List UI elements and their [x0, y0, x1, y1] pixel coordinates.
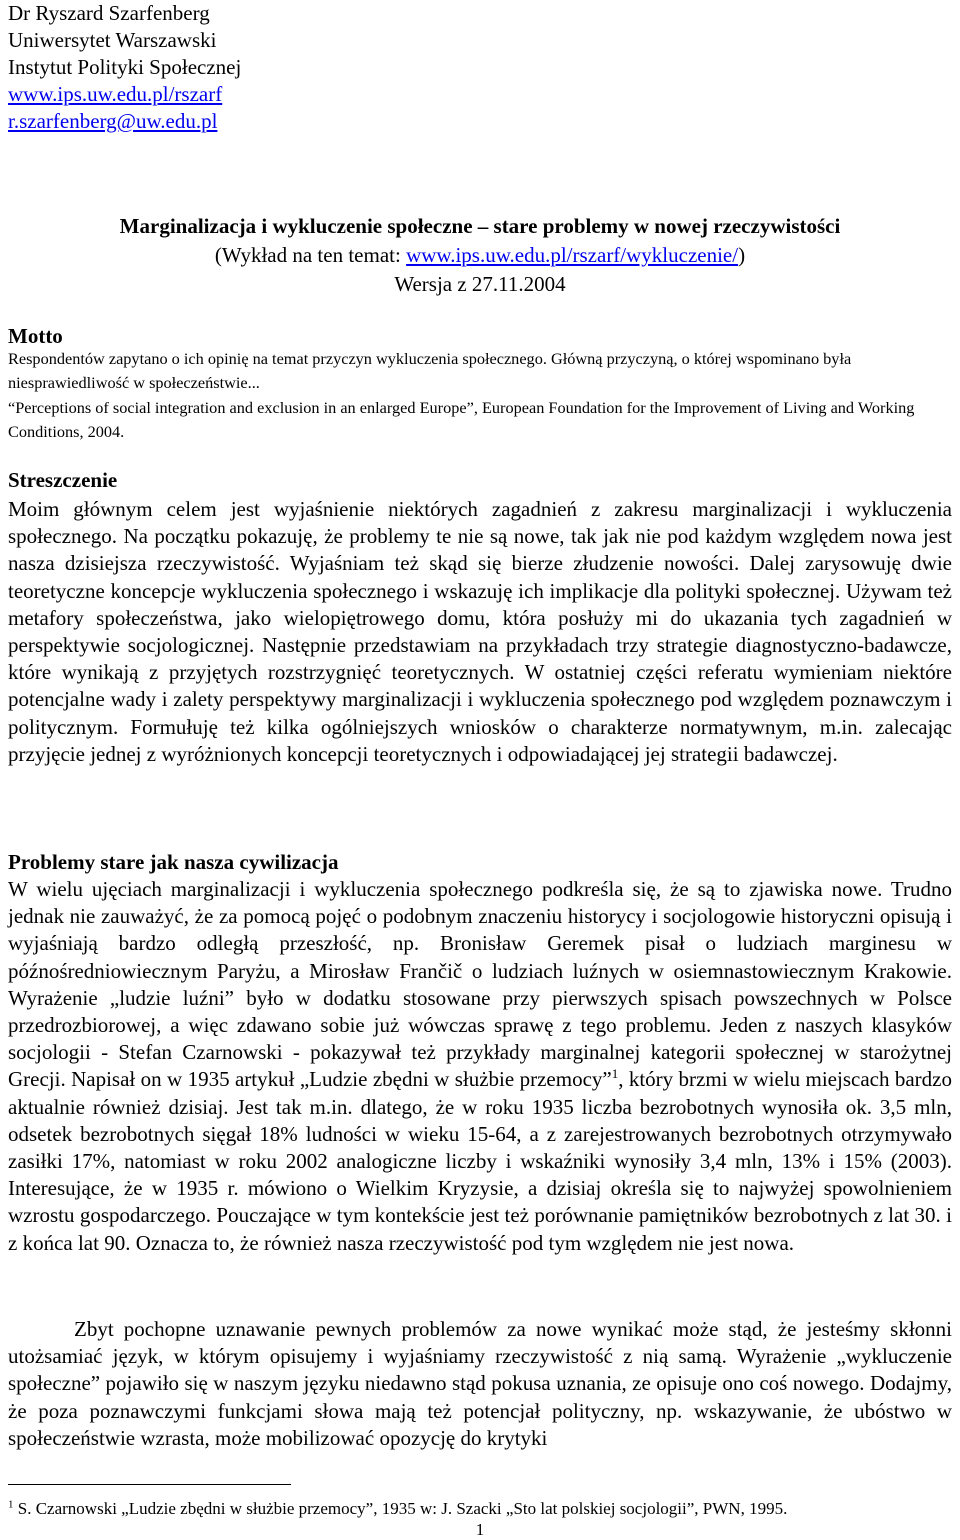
lecture-note-suffix: ) — [738, 243, 746, 267]
paragraph-1-text: W wielu ujęciach marginalizacji i wykluczenia społecznego podkreśla się, że są to zjawiska nowe. Trudno jednak nie zauważyć, że za pomocą pojęć o podobnym znaczeniu historycy i socjologowie historyczni opisują i wyjaśniają bardzo odległą przeszłość, np. Bronisław Geremek pisał o ludziach marginesu w późnośredniowiecznym Paryżu, a Mirosław Frančič o ludziach luźnych w osiemnastowiecznym Krakowie. Wyrażenie „ludzie luźni” było w dodatku stosowane przy pierwszych spisach powszechnych w Polsce przedrozbiorowej, a więc zdawano sobie już wówczas sprawę z tego problemu. Jeden z naszych klasyków socjologii - Stefan Czarnowski - pokazywał też przykłady marginalnej kategorii społecznej w starożytnej Grecji. Napisał on w 1935 artykuł „Ludzie zbędni w służbie przemocy” — [8, 877, 952, 1092]
website-link[interactable]: www.ips.uw.edu.pl/rszarf — [8, 82, 223, 106]
lecture-link[interactable]: www.ips.uw.edu.pl/rszarf/wykluczenie/ — [406, 243, 739, 267]
abstract-heading: Streszczenie — [8, 468, 118, 492]
section-paragraph-2: Zbyt pochopne uznawanie pewnych problemów za nowe wynikać może stąd, że jesteśmy skłonni utożsamiać język, w którym opisujemy i wyjaśniamy rzeczywistość z nią samą. Wyrażenie „wykluczenie społeczne” pojawiło się w naszym języku niedawno stąd pokusa uznania, ze opisuje ono coś nowego. Dodajmy, że poza poznawczymi funkcjami słowa mają też potencjał polityczny, np. wskazywanie, że ubóstwo w społeczeństwie wzrasta, może mobilizować opozycję do krytyki — [8, 1317, 952, 1450]
lecture-note-prefix: (Wykład na ten temat: — [214, 243, 407, 267]
motto-text: Respondentów zapytano o ich opinię na temat przyczyn wykluczenia społecznego. Główną przyczyną, o której wspominano była niesprawiedliwość w społeczeństwie... — [8, 349, 852, 392]
version-date: Wersja z 27.11.2004 — [394, 272, 566, 296]
institute-name: Instytut Polityki Społecznej — [8, 55, 242, 79]
motto-heading: Motto — [8, 324, 63, 348]
footnote — [8, 1498, 952, 1520]
abstract-text: Moim głównym celem jest wyjaśnienie niektórych zagadnień z zakresu marginalizacji i wykluczenia społecznego. Na początku pokazuję, że problemy te nie są nowe, tak jak nie pod każdym względem nowa jest nasza dzisiejsza rzeczywistość. Wyjaśniam też skąd się bierze złudzenie nowości. Dalej zarysowuję dwie teoretyczne koncepcje wykluczenia społecznego i wskazuję ich implikacje dla polityki społecznej. Używam też metafory społeczeństwa, jako wielopiętrowego domu, która posłuży mi do ukazania tych zagadnień w perspektywie socjologicznej. Następnie przedstawiam na przykładach trzy strategie diagnostyczno-badawcze, które wynikają z przyjętych rozstrzygnięć teoretycznych. W ostatniej części referatu wymieniam niektóre potencjalne wady i zalety perspektywy marginalizacji i wykluczenia społecznego pod względem poznawczym i politycznym. Formułuję też kilka ogólniejszych wniosków o charakterze normatywnym, m.in. zalecając przyjęcie jednej z wyróżnionych koncepcji teoretycznych i odpowiadającej jej strategii badawczej. — [8, 497, 952, 766]
paragraph-1-continued: , który brzmi w wielu miejscach bardzo aktualnie również dzisiaj. Jest tak m.in. dlatego, że w roku 1935 liczba bezrobotnych wynosiła ok. 3,5 mln, odsetek bezrobotnych sięgał 18% ludności w wieku 15-64, a z zarejestrowanych bezrobotnych otrzymywało zasiłki 17%, natomiast w roku 2002 analogiczne liczby i wskaźniki wynosiły 3,4 mln, 13% i 15% (2003). Interesujące, że w 1935 r. mówiono o Wielkim Kryzysie, a dzisiaj określa się to najwyżej spowolnieniem wzrostu gospodarczego. Pouczające w tym kontekście jest też porównanie pamiętników bezrobotnych z lat 30. i z końca lat 90. Oznacza to, że również nasza rzeczywistość pod tym względem nie jest nowa. — [8, 1067, 952, 1255]
email-link[interactable]: r.szarfenberg@uw.edu.pl — [8, 109, 218, 133]
author-name: Dr Ryszard Szarfenberg — [8, 1, 210, 25]
title-block — [0, 212, 960, 299]
footnote-number: 1 — [8, 1498, 14, 1511]
footnote-ref[interactable]: 1 — [611, 1066, 619, 1082]
author-header — [8, 0, 241, 135]
section-paragraph-1 — [8, 876, 952, 1257]
lecture-note — [0, 241, 960, 270]
document-title: Marginalizacja i wykluczenie społeczne – stare problemy w nowej rzeczywistości — [119, 214, 841, 238]
page-number: 1 — [475, 1520, 485, 1539]
motto-source: “Perceptions of social integration and exclusion in an enlarged Europe”, European Foundation for the Improvement of Living and Working Conditions, 2004. — [8, 398, 915, 441]
footnote-divider — [8, 1484, 291, 1485]
footnote-text: S. Czarnowski „Ludzie zbędni w służbie przemocy”, 1935 w: J. Szacki „Sto lat polskiej socjologii”, PWN, 1995. — [13, 1499, 788, 1518]
university-name: Uniwersytet Warszawski — [8, 28, 217, 52]
section-heading: Problemy stare jak nasza cywilizacja — [8, 850, 339, 874]
